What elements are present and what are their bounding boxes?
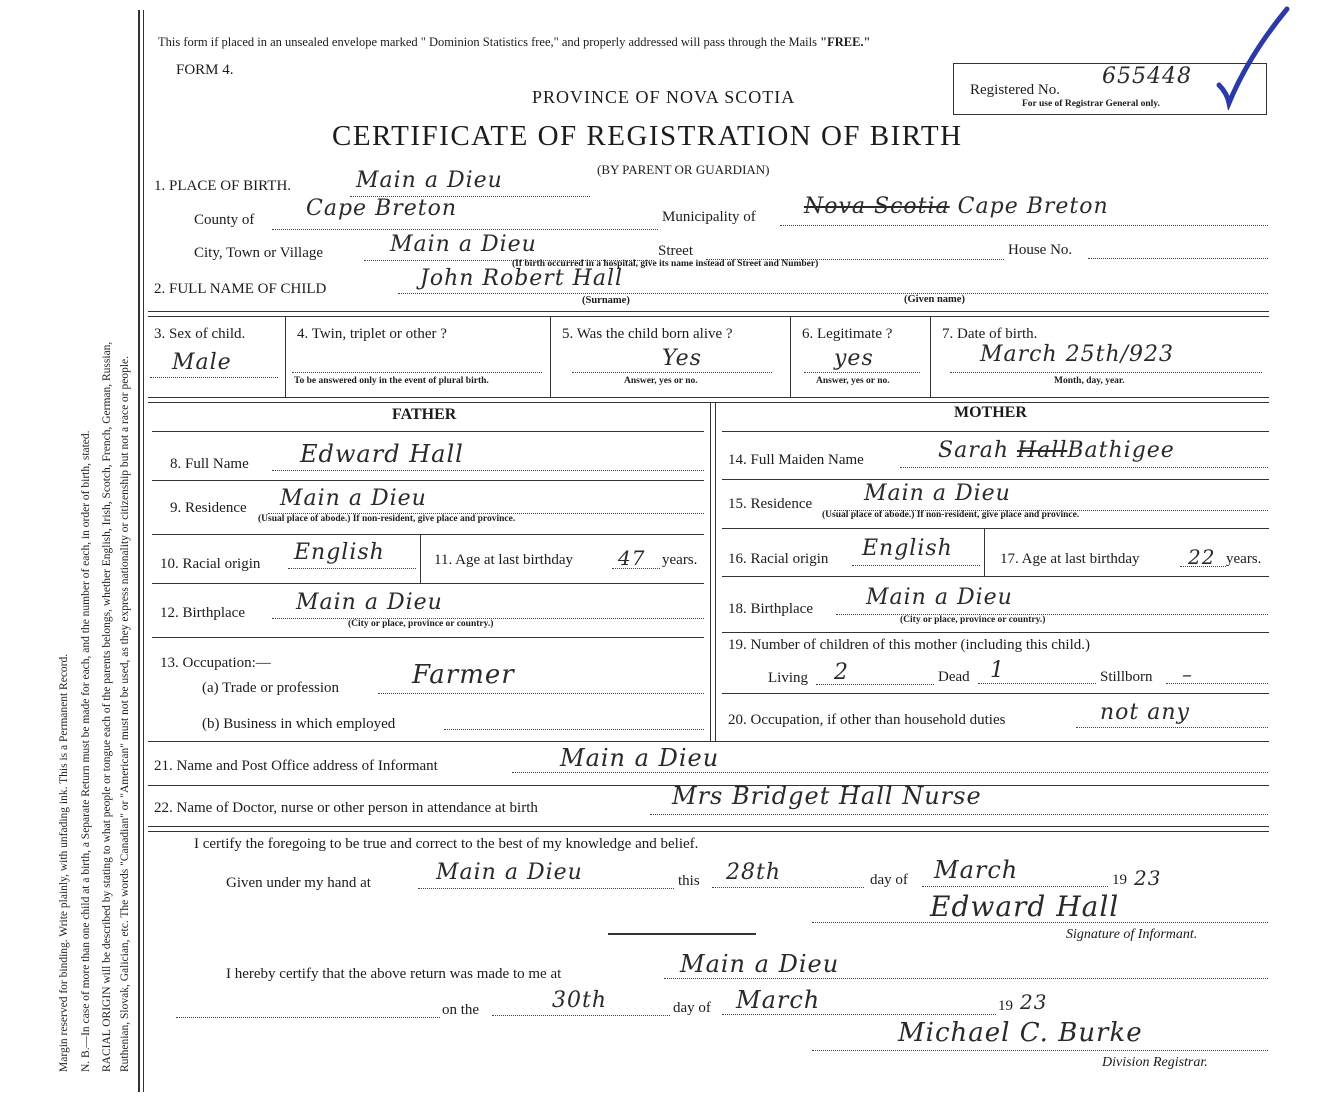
stillborn-line — [1166, 683, 1268, 684]
father-age-value: 47 — [618, 546, 646, 570]
given-day-line — [712, 887, 864, 888]
registrar-month-line — [722, 1014, 996, 1015]
sex-line — [150, 377, 278, 378]
sex-label: 3. Sex of child. — [154, 326, 246, 342]
city-value: Main a Dieu — [390, 232, 537, 257]
given-day-of-label: day of — [870, 872, 908, 888]
father-trade-label: (a) Trade or profession — [202, 680, 340, 696]
father-name-label: 8. Full Name — [170, 456, 249, 472]
mother-age-value: 22 — [1188, 545, 1216, 569]
informant-signature-label: Signature of Informant. — [1066, 927, 1198, 942]
dead-value: 1 — [990, 658, 1005, 683]
father-business-label: (b) Business in which employed — [202, 716, 396, 732]
registrar-day-line — [492, 1015, 670, 1016]
dead-line — [978, 683, 1096, 684]
mother-row-18-line — [722, 632, 1269, 633]
child-name-label: 2. FULL NAME OF CHILD — [154, 281, 327, 297]
given-year-value: 23 — [1134, 866, 1162, 890]
mother-struck-name: Hall — [1017, 438, 1068, 463]
municipality-text: Cape Breton — [957, 194, 1109, 219]
father-name-line — [272, 470, 704, 471]
row3-divider-1 — [285, 317, 286, 397]
father-birthplace-note: (City or place, province or country.) — [348, 619, 494, 629]
doctor-label: 22. Name of Doctor, nurse or other person in attendance at birth — [154, 800, 538, 816]
row3-divider-3 — [790, 317, 791, 397]
mother-maiden-name: Bathigee — [1067, 438, 1175, 463]
alive-line — [572, 372, 772, 373]
stillborn-value: – — [1182, 662, 1193, 686]
mother-race-divider — [984, 528, 985, 576]
mother-row-15-line — [722, 528, 1269, 529]
certify-text: I certify the foregoing to be true and correct to the best of my knowledge and belief. — [194, 836, 699, 852]
registrar-place-line — [664, 978, 1268, 979]
row3-divider-4 — [930, 317, 931, 397]
mother-race-line — [852, 565, 980, 566]
living-line — [816, 684, 934, 685]
father-row-8-line — [152, 480, 704, 481]
father-race-value: English — [294, 540, 385, 565]
registrar-day-value: 30th — [552, 988, 608, 1013]
father-birthplace-label: 12. Birthplace — [160, 605, 245, 621]
given-place-line — [418, 888, 674, 889]
father-row-9-line — [152, 534, 704, 535]
registrar-signature-line — [812, 1050, 1268, 1051]
given-label: Given under my hand at — [226, 875, 371, 891]
child-name-line — [398, 293, 1268, 294]
county-value: Cape Breton — [306, 196, 458, 221]
informant-signature: Edward Hall — [930, 890, 1120, 923]
mother-residence-label: 15. Residence — [728, 496, 813, 512]
mother-birthplace-label: 18. Birthplace — [728, 601, 813, 617]
dead-label: Dead — [938, 669, 970, 685]
place-of-birth-value: Main a Dieu — [356, 168, 503, 193]
twin-line — [292, 372, 542, 373]
mother-occupation-line — [1076, 727, 1268, 728]
father-residence-note: (Usual place of abode.) If non-resident, give place and province. — [258, 514, 516, 524]
registrar-year-prefix: 19 — [998, 998, 1013, 1014]
alive-label: 5. Was the child born alive ? — [562, 326, 733, 342]
alive-note: Answer, yes or no. — [624, 376, 698, 386]
dob-note: Month, day, year. — [1054, 376, 1125, 386]
hospital-note: (If birth occurred in a hospital, give its name instead of Street and Number) — [512, 259, 819, 269]
given-year-prefix: 19 — [1112, 872, 1127, 888]
father-row-10-line — [152, 583, 704, 584]
house-label: House No. — [1008, 242, 1073, 258]
father-age-label: 11. Age at last birthday — [434, 552, 573, 568]
mother-name-label: 14. Full Maiden Name — [728, 452, 864, 468]
registrar-place-value: Main a Dieu — [680, 950, 840, 978]
registrar-on-the-label: on the — [442, 1002, 480, 1018]
father-race-label: 10. Racial origin — [160, 556, 261, 572]
registrar-year-value: 23 — [1020, 990, 1048, 1014]
sex-value: Male — [172, 350, 232, 375]
municipality-struck: Nova Scotia — [804, 194, 950, 219]
informant-value: Main a Dieu — [560, 744, 720, 772]
informant-signature-line — [812, 922, 1268, 923]
mother-first-name: Sarah — [938, 438, 1009, 463]
stillborn-label: Stillborn — [1100, 669, 1153, 685]
registrar-date-lead-line — [176, 1017, 440, 1018]
county-line — [272, 229, 658, 230]
father-age-line — [612, 568, 660, 569]
row3-top-line-2 — [148, 316, 1269, 317]
form-left-border-inner — [143, 10, 144, 1092]
page-subtitle: (BY PARENT OR GUARDIAN) — [597, 162, 770, 177]
father-row-12-line — [152, 637, 704, 638]
mother-name-line — [900, 467, 1268, 468]
doctor-bottom-line — [148, 826, 1269, 827]
mother-residence-note: (Usual place of abode.) If non-resident, give place and province. — [822, 510, 1080, 520]
form-left-border — [138, 10, 140, 1092]
mother-occupation-value: not any — [1100, 700, 1190, 725]
mother-race-label: 16. Racial origin — [728, 551, 829, 567]
mother-heading: MOTHER — [954, 404, 1027, 421]
registrar-note: For use of Registrar General only. — [1022, 99, 1160, 109]
mother-years-label: years. — [1226, 551, 1262, 567]
given-this-label: this — [678, 873, 700, 889]
doctor-value: Mrs Bridget Hall Nurse — [672, 782, 982, 810]
father-residence-label: 9. Residence — [170, 500, 247, 516]
mother-race-value: English — [862, 536, 953, 561]
mother-row-19-line — [722, 693, 1269, 694]
mother-heading-line — [722, 431, 1269, 432]
county-label: County of — [194, 212, 255, 228]
father-trade-line — [378, 693, 704, 694]
checkmark-icon — [1215, 5, 1295, 110]
mother-row-16-line — [722, 576, 1269, 577]
province-heading: PROVINCE OF NOVA SCOTIA — [532, 87, 796, 107]
registrar-text: I hereby certify that the above return was made to me at — [226, 966, 562, 982]
mother-row-14-line — [722, 479, 1269, 480]
parents-divider — [710, 402, 711, 742]
doctor-bottom-line-2 — [148, 831, 1269, 832]
legitimate-note: Answer, yes or no. — [816, 376, 890, 386]
dob-label: 7. Date of birth. — [942, 326, 1038, 342]
dob-line — [950, 372, 1262, 373]
father-race-line — [288, 568, 416, 569]
child-name-value: John Robert Hall — [420, 266, 624, 291]
father-occupation-label: 13. Occupation:— — [160, 655, 271, 671]
row3-top-line — [148, 311, 1269, 312]
given-day-value: 28th — [726, 860, 782, 885]
legitimate-value: yes — [834, 346, 874, 371]
living-label: Living — [768, 670, 808, 686]
margin-note-racial-origin-cont: Ruthenian, Slovak, Galician, etc. The words "Canadian" or "American" must not be used, as they express nationality or citizenship but not a race or people. — [119, 355, 131, 1072]
margin-note-racial-origin: RACIAL ORIGIN will be described by stating to what people or tongue each of the parents belongs, whether English, Irish, Scotch, French, German, Russian, — [101, 341, 113, 1072]
form-number: FORM 4. — [176, 62, 234, 78]
mother-age-line — [1180, 566, 1226, 567]
place-of-birth-label: 1. PLACE OF BIRTH. — [154, 178, 292, 194]
street-label: Street — [658, 243, 693, 259]
father-years-label: years. — [662, 552, 698, 568]
registrar-month-value: March — [736, 986, 821, 1014]
municipality-line — [780, 225, 1268, 226]
legitimate-line — [804, 372, 920, 373]
given-name-note: (Given name) — [904, 294, 965, 305]
municipality-label: Municipality of — [662, 209, 756, 225]
certification-divider — [608, 933, 756, 935]
mail-notice: This form if placed in an unsealed envelope marked " Dominion Statistics free," and properly addressed will pass through the Mails "FREE." — [158, 35, 871, 49]
father-heading-line — [152, 431, 704, 432]
father-business-line — [444, 729, 704, 730]
registered-label: Registered No. — [970, 82, 1060, 98]
mother-age-label: 17. Age at last birthday — [1000, 551, 1140, 567]
mother-occupation-label: 20. Occupation, if other than household duties — [728, 712, 1006, 728]
informant-line — [512, 772, 1268, 773]
father-race-divider — [420, 534, 421, 584]
living-value: 2 — [834, 660, 849, 685]
father-trade-value: Farmer — [412, 660, 515, 690]
mother-birthplace-value: Main a Dieu — [866, 585, 1013, 610]
surname-note: (Surname) — [582, 295, 630, 306]
alive-value: Yes — [662, 346, 702, 371]
mother-residence-value: Main a Dieu — [864, 481, 1011, 506]
row3-bottom-line — [148, 397, 1269, 398]
legitimate-label: 6. Legitimate ? — [802, 326, 893, 342]
registrar-signature: Michael C. Burke — [898, 1018, 1143, 1048]
given-place-value: Main a Dieu — [436, 860, 583, 885]
informant-label: 21. Name and Post Office address of Informant — [154, 758, 438, 774]
row3-bottom-line-2 — [148, 402, 1269, 403]
city-label: City, Town or Village — [194, 245, 324, 261]
free-label: "FREE." — [820, 35, 871, 49]
twin-label: 4. Twin, triplet or other ? — [297, 326, 447, 342]
mother-name-value — [938, 438, 1175, 463]
margin-note-binding: Margin reserved for binding. Write plainly, with unfading ink. This is a Permanent Record. — [58, 653, 70, 1072]
father-residence-value: Main a Dieu — [280, 486, 427, 511]
house-line — [1088, 258, 1268, 259]
mother-birthplace-note: (City or place, province or country.) — [900, 615, 1046, 625]
children-label: 19. Number of children of this mother (including this child.) — [728, 637, 1091, 653]
doctor-line — [650, 814, 1268, 815]
registrar-signature-label: Division Registrar. — [1102, 1055, 1208, 1070]
municipality-value — [804, 194, 1109, 219]
father-heading: FATHER — [392, 406, 457, 423]
informant-top-line — [148, 741, 1269, 742]
margin-note-multiple-birth: N. B.—In case of more than one child at a birth, a Separate Return must be made for each, and the number of each, in order of birth, stated. — [80, 430, 92, 1072]
page-title: CERTIFICATE OF REGISTRATION OF BIRTH — [332, 120, 963, 152]
given-month-line — [922, 886, 1108, 887]
dob-value: March 25th/923 — [980, 342, 1175, 367]
registered-value: 655448 — [1102, 64, 1192, 89]
father-name-value: Edward Hall — [300, 440, 464, 468]
row3-divider-2 — [550, 317, 551, 397]
father-birthplace-value: Main a Dieu — [296, 590, 443, 615]
twin-note: To be answered only in the event of plural birth. — [294, 376, 489, 386]
registrar-day-of-label: day of — [673, 1000, 711, 1016]
parents-divider-2 — [715, 402, 716, 742]
given-month-value: March — [934, 856, 1019, 884]
